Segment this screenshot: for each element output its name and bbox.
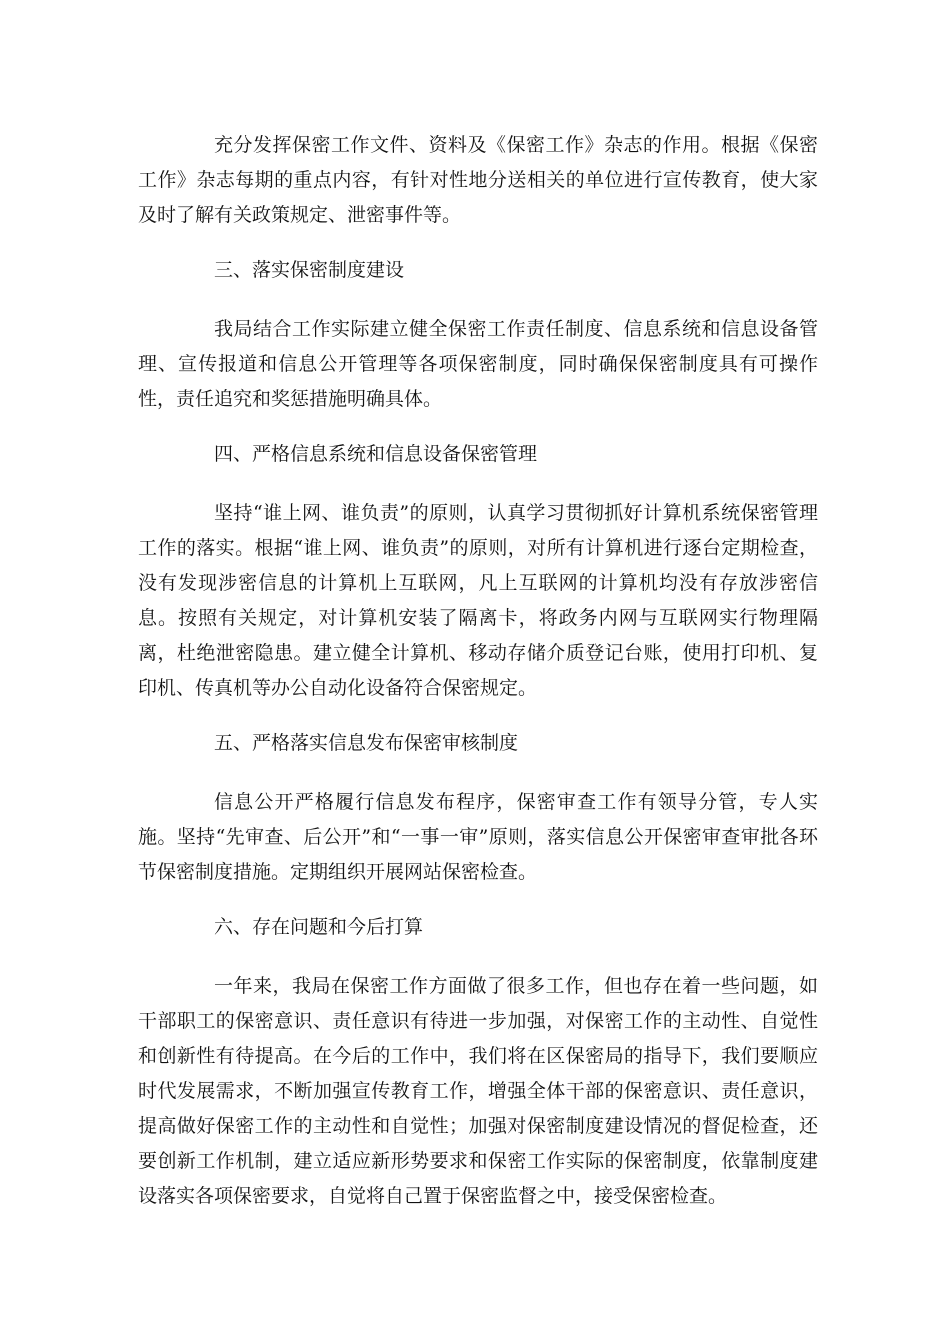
spacer: [138, 706, 818, 726]
spacer: [138, 417, 818, 437]
section-heading-6: 六、存在问题和今后打算: [214, 916, 424, 938]
section-heading-4: 四、严格信息系统和信息设备保密管理: [214, 443, 538, 465]
paragraph-publicity-materials: 充分发挥保密工作文件、资料及《保密工作》杂志的作用。根据《保密工作》杂志每期的重点内容，有针对性地分送相关的单位进行宣传教育，使大家及时了解有关政策规定、泄密事件等。: [138, 134, 818, 226]
paragraph-computer-security: 坚持“谁上网、谁负责”的原则，认真学习贯彻抓好计算机系统保密管理工作的落实。根据“谁上网、谁负责”的原则，对所有计算机进行逐台定期检查，没有发现涉密信息的计算机上互联网，凡上互联网的计算机均没有存放涉密信息。按照有关规定，对计算机安装了隔离卡，将政务内网与互联网实行物理隔离，杜绝泄密隐患。建立健全计算机、移动存储介质登记台账，使用打印机、复印机、传真机等办公自动化设备符合保密规定。: [138, 502, 818, 699]
paragraph-information-review: 信息公开严格履行信息发布程序，保密审查工作有领导分管，专人实施。坚持“先审查、后公开”和“一事一审”原则，落实信息公开保密审查审批各环节保密制度措施。定期组织开展网站保密检查。: [138, 791, 818, 883]
section-heading-5: 五、严格落实信息发布保密审核制度: [214, 732, 519, 754]
spacer: [138, 233, 818, 253]
spacer: [138, 890, 818, 910]
section-heading-3: 三、落实保密制度建设: [214, 259, 405, 281]
paragraph-system-building: 我局结合工作实际建立健全保密工作责任制度、信息系统和信息设备管理、宣传报道和信息公开管理等各项保密制度，同时确保保密制度具有可操作性，责任追究和奖惩措施明确具体。: [138, 318, 818, 410]
spacer: [138, 288, 818, 312]
document-body: [138, 128, 818, 1214]
spacer: [138, 945, 818, 969]
paragraph-problems-and-plans: 一年来，我局在保密工作方面做了很多工作，但也存在着一些问题，如干部职工的保密意识、责任意识有待进一步加强，对保密工作的主动性、自觉性和创新性有待提高。在今后的工作中，我们将在区保密局的指导下，我们要顺应时代发展需求，不断加强宣传教育工作，增强全体干部的保密意识、责任意识，提高做好保密工作的主动性和自觉性；加强对保密制度建设情况的督促检查，还要创新工作机制，建立适应新形势要求和保密工作实际的保密制度，依靠制度建设落实各项保密要求，自觉将自己置于保密监督之中，接受保密检查。: [138, 975, 818, 1207]
spacer: [138, 472, 818, 496]
spacer: [138, 761, 818, 785]
